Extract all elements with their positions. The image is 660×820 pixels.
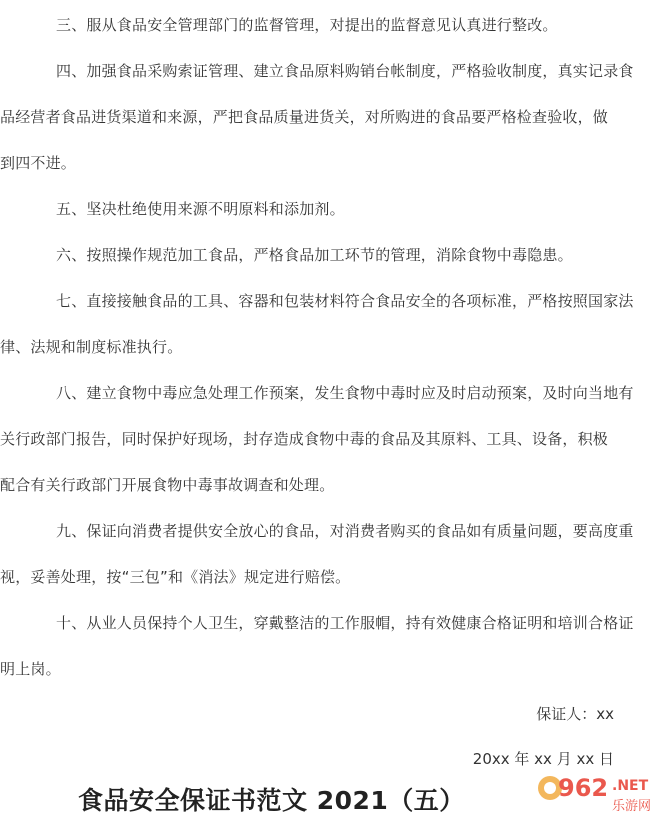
paragraph-line: 配合有关行政部门开展食物中毒事故调查和处理。 <box>0 476 335 494</box>
section-heading: 食品安全保证书范文 2021（五） <box>78 786 465 815</box>
svg-text:.NET: .NET <box>612 778 649 794</box>
paragraph-3 <box>56 2 616 48</box>
paragraph-6 <box>56 232 616 278</box>
paragraph-10 <box>0 600 634 692</box>
paragraph-line: 六、按照操作规范加工食品，严格食品加工环节的管理，消除食物中毒隐患。 <box>56 246 573 264</box>
paragraph-9 <box>0 508 634 600</box>
paragraph-line: 品经营者食品进货渠道和来源，严把食品质量进货关，对所购进的食品要严格检查验收，做 <box>0 108 609 126</box>
site-logo-watermark <box>536 766 654 818</box>
paragraph-line: 四、加强食品采购索证管理、建立食品原料购销台帐制度，严格验收制度，真实记录食 <box>56 62 634 80</box>
paragraph-line: 十、从业人员保持个人卫生，穿戴整洁的工作服帽，持有效健康合格证明和培训合格证 <box>56 614 634 632</box>
paragraph-line: 关行政部门报告，同时保护好现场，封存造成食物中毒的食品及其原料、工具、设备，积极 <box>0 430 609 448</box>
paragraph-line: 视，妥善处理，按“三包”和《消法》规定进行赔偿。 <box>0 568 351 586</box>
guarantor-signature: 保证人：xx <box>536 705 614 723</box>
paragraph-line: 到四不进。 <box>0 154 77 172</box>
paragraph-line: 明上岗。 <box>0 660 61 678</box>
paragraph-7 <box>0 278 634 370</box>
paragraph-4 <box>0 48 634 186</box>
paragraph-line: 八、建立食物中毒应急处理工作预案，发生食物中毒时应及时启动预案，及时向当地有 <box>56 384 634 402</box>
paragraph-line: 七、直接接触食品的工具、容器和包装材料符合食品安全的各项标准，严格按照国家法 <box>56 292 634 310</box>
paragraph-line: 律、法规和制度标准执行。 <box>0 338 183 356</box>
paragraph-line: 五、坚决杜绝使用来源不明原料和添加剂。 <box>56 200 345 218</box>
svg-text:乐游网: 乐游网 <box>612 799 652 814</box>
paragraph-5 <box>56 186 616 232</box>
paragraph-8 <box>0 370 634 508</box>
paragraph-line: 九、保证向消费者提供安全放心的食品，对消费者购买的食品如有质量问题，要高度重 <box>56 522 634 540</box>
paragraph-line: 三、服从食品安全管理部门的监督管理，对提出的监督意见认真进行整改。 <box>56 16 558 34</box>
signature-date: 20xx 年 xx 月 xx 日 <box>472 750 614 768</box>
svg-text:962: 962 <box>558 774 609 802</box>
